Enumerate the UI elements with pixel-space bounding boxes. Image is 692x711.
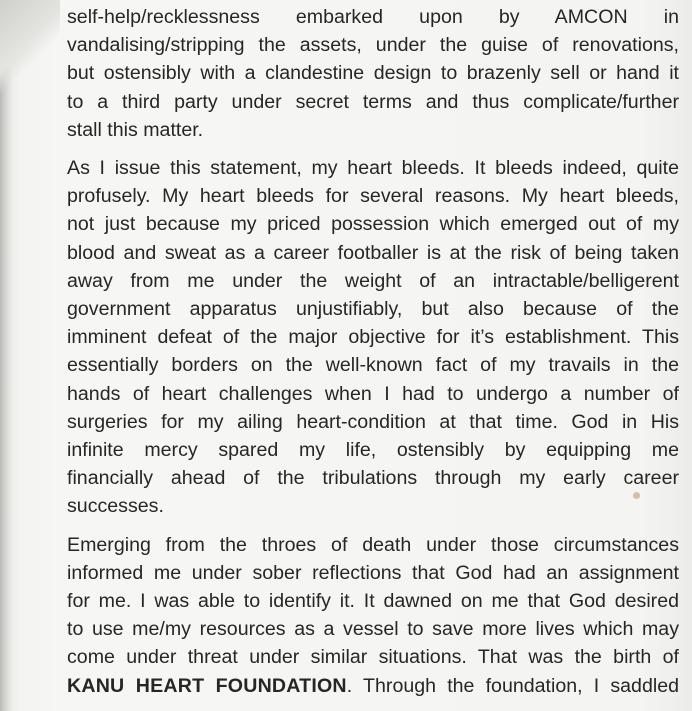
paragraph-2 (67, 154, 679, 521)
text-after-foundation-name: . Through the foundation, I saddled (346, 674, 679, 697)
text-line: self-help/recklessness embarked upon by AMCON in (67, 6, 679, 28)
text-line: stall this matter. (67, 118, 204, 141)
text-line: As I issue this statement, my heart bleeds. It bleeds indeed, quite (67, 157, 679, 180)
text-line: profusely. My heart bleeds for several reasons. My heart bleeds, (67, 185, 679, 208)
text-line: not just because my priced possession which emerged out of my (67, 213, 679, 236)
text-line: surgeries for my ailing heart-condition at that time. God in His (67, 410, 679, 433)
text-line: government apparatus unjustifiably, but also because of the (67, 298, 679, 321)
text-line-with-foundation-name (67, 672, 679, 700)
paragraph-1 (67, 3, 679, 144)
page-binding-shadow (0, 0, 12, 711)
text-line: to a third party under secret terms and thus complicate/further (67, 90, 679, 113)
text-line: informed me under sober reflections that God had an assignment (67, 561, 679, 584)
foundation-name: KANU HEART FOUNDATION (67, 674, 347, 697)
page-corner-fold (0, 0, 60, 100)
text-line: Emerging from the throes of death under those circumstances (67, 533, 679, 556)
text-line: blood and sweat as a career footballer is at the risk of being taken (67, 241, 679, 264)
paragraph-3 (67, 531, 679, 700)
text-line: successes. (67, 495, 164, 518)
text-line: away from me under the weight of an intractable/belligerent (67, 269, 679, 292)
text-line: imminent defeat of the major objective for it’s establishment. This (67, 326, 679, 349)
scan-speck (633, 492, 640, 499)
text-line: vandalising/stripping the assets, under the guise of renovations, (67, 34, 679, 57)
document-body (67, 3, 679, 710)
text-line: infinite mercy spared my life, ostensibly by equipping me (67, 439, 679, 462)
text-line: to use me/my resources as a vessel to save more lives which may (67, 618, 679, 641)
text-line: hands of heart challenges when I had to undergo a number of (67, 382, 679, 405)
text-line: for me. I was able to identify it. It dawned on me that God desired (67, 590, 679, 613)
text-line: come under threat under similar situations. That was the birth of (67, 646, 679, 669)
text-line: essentially borders on the well-known fact of my travails in the (67, 354, 679, 377)
text-line: but ostensibly with a clandestine design to brazenly sell or hand it (67, 62, 679, 85)
text-line: financially ahead of the tribulations through my early career (67, 467, 679, 490)
